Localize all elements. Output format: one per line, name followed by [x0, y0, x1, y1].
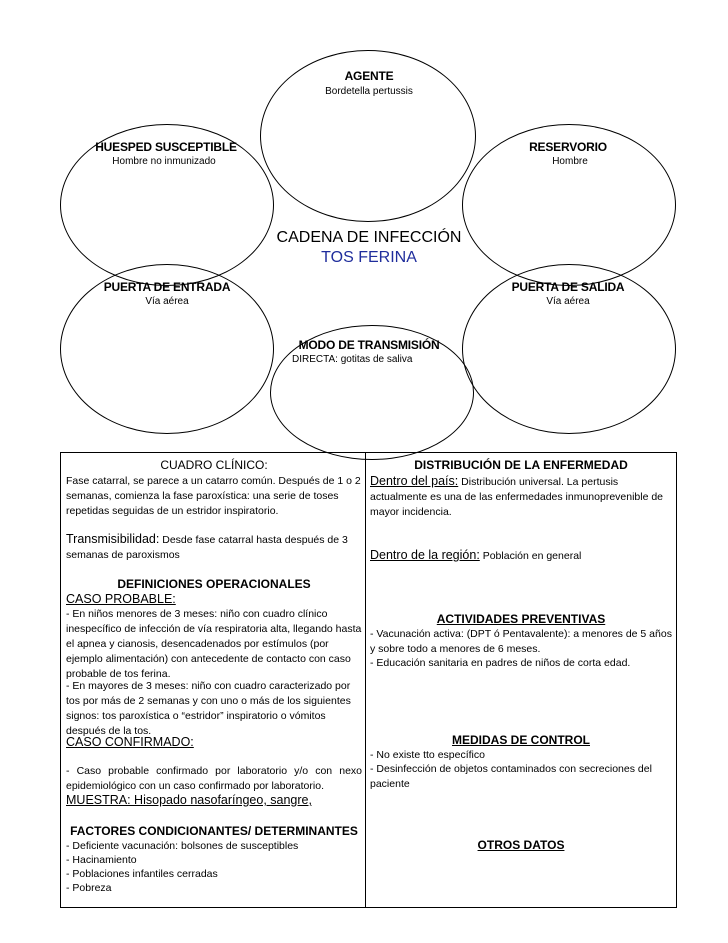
region-text: Población en general: [479, 550, 582, 562]
entrada-sub: Vía aérea: [145, 296, 189, 307]
factores-title: FACTORES CONDICIONANTES/ DETERMINANTES: [70, 824, 358, 838]
factor-item: - Hacinamiento: [66, 854, 137, 866]
caso-confirmado-label: CASO CONFIRMADO:: [66, 735, 194, 749]
caso-probable-label: CASO PROBABLE:: [66, 592, 176, 606]
medidas-title: MEDIDAS DE CONTROL: [452, 733, 590, 747]
cuadro-text: Fase catarral, se parece a un catarro común. Después de 1 o 2 semanas, comienza la fase paroxística: una serie de toses repetidas seguidas de un estridor inspiratorio.: [66, 475, 361, 517]
pais-label: Dentro del país:: [370, 474, 459, 488]
transmision-title: MODO DE TRANSMISIÓN: [298, 338, 440, 352]
salida-sub: Vía aérea: [546, 296, 590, 307]
entrada-title: PUERTA DE ENTRADA: [103, 280, 231, 294]
pais-text: Distribución universal. La pertusis actualmente es una de las enfermedades inmunoprevenible de mayor incidencia.: [370, 476, 664, 518]
muestra: MUESTRA: Hisopado nasofaríngeo, sangre,: [66, 793, 312, 807]
caso-probable-text1: - En niños menores de 3 meses: niño con cuadro clínico inespecífico de infección de vía respiratoria alta, llegando hasta el apnea y cianosis, desencadenados por estímulos (por ejemplo alimentación) con antecedente de contacto con caso probable de tos ferina.: [66, 608, 362, 680]
medida-item: - Desinfección de objetos contaminados con secreciones del paciente: [370, 763, 652, 790]
actividades-title: ACTIVIDADES PREVENTIVAS: [436, 612, 606, 626]
distribucion-title: DISTRIBUCIÓN DE LA ENFERMEDAD: [414, 458, 628, 472]
dentro-region: [370, 548, 672, 564]
caso-confirmado-text: - Caso probable confirmado por laboratorio y/o con nexo epidemiológico con un caso confirmado por laboratorio.: [66, 765, 362, 792]
agente-sub: Bordetella pertussis: [325, 86, 413, 97]
dentro-pais: [370, 474, 672, 520]
caso-probable-text2: - En mayores de 3 meses: niño con cuadro caracterizado por tos por más de 2 semanas y con uno o más de los siguientes signos: tos paroxística o “estridor” inspiratorio o vómitos después de la tos.: [66, 680, 351, 737]
table-divider: [365, 452, 366, 908]
agente-title: AGENTE: [344, 69, 394, 83]
region-label: Dentro de la región:: [370, 548, 480, 562]
actividad-item: - Vacunación activa: (DPT ó Pentavalente): a menores de 5 años y sobre todo a menores de 6 meses.: [370, 628, 672, 655]
actividad-item: - Educación sanitaria en padres de niños de corta edad.: [370, 657, 631, 669]
factor-item: - Deficiente vacunación: bolsones de susceptibles: [66, 840, 299, 852]
cuadro-title: CUADRO CLÍNICO:: [160, 458, 268, 472]
trans-label: Transmisibilidad:: [66, 532, 160, 546]
reservorio-title: RESERVORIO: [529, 140, 607, 154]
factor-item: - Pobreza: [66, 882, 112, 894]
huesped-sub: Hombre no inmunizado: [112, 156, 216, 167]
huesped-title: HUESPED SUSCEPTIBLE: [95, 140, 237, 154]
medida-item: - No existe tto específico: [370, 749, 485, 761]
reservorio-sub: Hombre: [552, 156, 588, 167]
otros-datos-title: OTROS DATOS: [477, 838, 565, 852]
salida-title: PUERTA DE SALIDA: [511, 280, 625, 294]
transmisibilidad: [66, 532, 362, 563]
factor-item: - Poblaciones infantiles cerradas: [66, 868, 218, 880]
center-title: CADENA DE INFECCIÓN: [276, 229, 462, 246]
center-subtitle: TOS FERINA: [321, 249, 417, 266]
transmision-sub: DIRECTA: gotitas de saliva: [292, 354, 413, 365]
definiciones-title: DEFINICIONES OPERACIONALES: [117, 577, 311, 591]
trans-text: Desde fase catarral hasta después de 3 semanas de paroxismos: [66, 534, 348, 561]
